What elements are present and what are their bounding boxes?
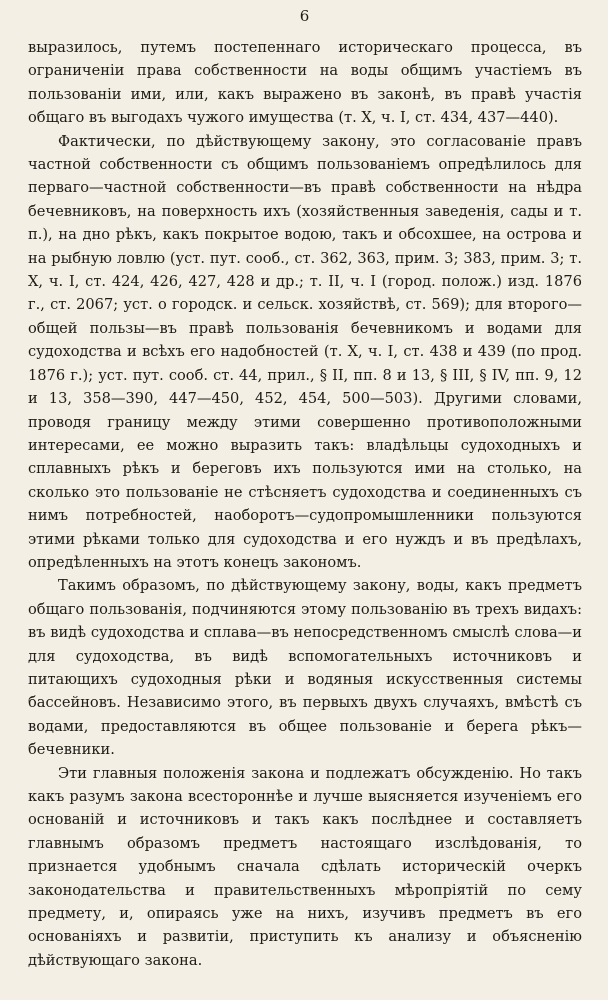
paragraph-1: выразилось, путемъ постепеннаго историческаго процесса, въ ограниченіи права собственности на воды общимъ участіемъ въ пользованіи ими, или, какъ выражено въ законѣ, въ правѣ участія общаго въ выгодахъ чужого имущества (т. X, ч. I, ст. 434, 437—440). xyxy=(28,39,582,127)
page-number: 6 xyxy=(299,7,311,25)
paragraph-4: Эти главныя положенія закона и подлежатъ обсужденію. Но такъ какъ разумъ закона всестороннѣе и лучше выясняется изученіемъ его основаній и источниковъ и такъ какъ послѣднее и составляетъ главнымъ образомъ предметъ настоящаго изслѣдованія, то признается удобнымъ сначала сдѣлать историческій очеркъ законодательства и правительственныхъ мѣропріятій по сему предмету, и, опираясь уже на нихъ, изучивъ предметъ въ его основаніяхъ и развитіи, приступить къ анализу и объясненію дѣйствующаго закона. xyxy=(28,764,582,969)
paragraph-2: Фактически, по дѣйствующему закону, это согласованіе правъ частной собственности съ общимъ пользованіемъ опредѣлилось для перваго—частной собственности—въ правѣ собственности на нѣдра бечевниковъ, на поверхность ихъ (хозяйственныя заведенія, сады и т. п.), на дно рѣкъ, какъ покрытое водою, такъ и обсохшее, на острова и на рыбную ловлю (уст. пут. сооб., ст. 362, 363, прим. 3; 383, прим. 3; т. X, ч. I, ст. 424, 426, 427, 428 и др.; т. II, ч. I (город. полож.) изд. 1876 г., ст. 2067; уст. о городск. и сельск. хозяйствѣ, ст. 569); для второго—общей пользы—въ правѣ пользованія бечевникомъ и водами для судоходства и всѣхъ его надобностей (т. X, ч. I, ст. 438 и 439 (по прод. 1876 г.); уст. пут. сооб. ст. 44, прил., § II, пп. 8 и 13, § III, § IV, пп. 9, 12 и 13, 358—390, 447—450, 452, 454, 500—503). Другими словами, проводя границу между этими совершенно противоположными интересами, ее можно выразить такъ: владѣльцы судоходныхъ и сплавныхъ рѣкъ и береговъ ихъ пользуются ими на столько, на сколько это пользованіе не стѣсняетъ судоходства и соединенныхъ съ нимъ потребностей, наоборотъ—судопромышленники пользуются этими рѣками только для судоходства и его нуждъ и въ предѣлахъ, опредѣленныхъ на этотъ конецъ закономъ. xyxy=(28,132,582,571)
paragraph-3: Такимъ образомъ, по дѣйствующему закону, воды, какъ предметъ общаго пользованія, подчиняются этому пользованію въ трехъ видахъ: въ видѣ судоходства и сплава—въ непосредственномъ смыслѣ слова—и для судоходства, въ видѣ вспомогательныхъ источниковъ и питающихъ судоходныя рѣки и водяныя искусственныя системы бассейновъ. Независимо этого, въ первыхъ двухъ случаяхъ, вмѣстѣ съ водами, предоставляются въ общее пользованіе и берега рѣкъ—бечевники. xyxy=(28,577,582,759)
